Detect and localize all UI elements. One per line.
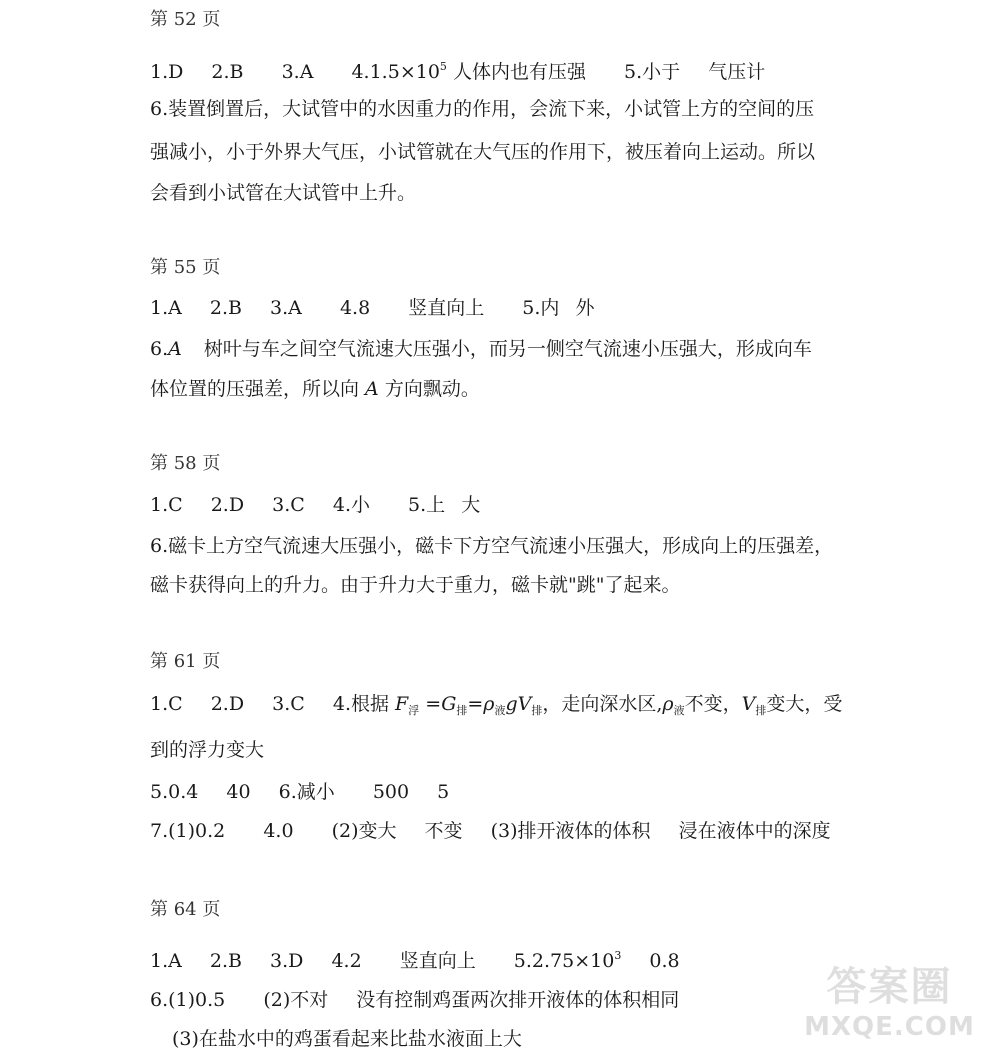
answer: 4.8 bbox=[339, 297, 371, 319]
answer: 4.根据 bbox=[332, 693, 396, 715]
explanation-line: 6.装置倒置后，大试管中的水因重力的作用，会流下来，小试管上方的空间的压 bbox=[150, 98, 815, 120]
explanation-text: 方向飘动。 bbox=[378, 378, 480, 400]
answer: 5.上 bbox=[408, 494, 446, 516]
answer: 不变 bbox=[424, 820, 463, 842]
explanation-text: 体位置的压强差，所以向 bbox=[150, 378, 366, 400]
section-heading-64: 第 64 页 bbox=[150, 899, 221, 920]
subscript: 排 bbox=[755, 704, 767, 717]
answer: 大 bbox=[461, 494, 481, 516]
answer: 5.2.75×10 bbox=[513, 950, 615, 972]
answer: 5.小于 bbox=[624, 61, 681, 83]
answer: 1.C bbox=[150, 693, 183, 715]
answer: 3.C bbox=[272, 693, 305, 715]
answer: 人体内也有压强 bbox=[446, 61, 586, 83]
answer-line-61-2 bbox=[150, 780, 449, 804]
answer: 1.A bbox=[150, 297, 182, 319]
answer: 5.0.4 bbox=[150, 781, 199, 803]
answer-line-52-1 bbox=[150, 55, 765, 84]
equals: = bbox=[467, 693, 484, 715]
explanation-line: 6.磁卡上方空气流速大压强小，磁卡下方空气流速小压强大，形成向上的压强差， bbox=[150, 535, 834, 557]
variable: A bbox=[168, 338, 182, 360]
variable: F bbox=[395, 693, 409, 715]
subscript: 排 bbox=[531, 704, 543, 717]
watermark-logo bbox=[797, 963, 982, 1043]
answer: 40 bbox=[226, 781, 251, 803]
section-heading-55: 第 55 页 bbox=[150, 257, 221, 278]
answer: 竖直向上 bbox=[399, 950, 476, 972]
exponent: 5 bbox=[439, 60, 447, 73]
answer: 3.A bbox=[270, 297, 302, 319]
answer: 6.减小 bbox=[278, 781, 335, 803]
answer-line-64-1 bbox=[150, 944, 680, 973]
answer-line-61-3 bbox=[150, 819, 831, 843]
answer: 0.8 bbox=[649, 950, 680, 972]
section-heading-52: 第 52 页 bbox=[150, 9, 221, 30]
answer: 5.内 bbox=[522, 297, 560, 319]
answer-line-58-1 bbox=[150, 493, 480, 517]
answer: 1.A bbox=[150, 950, 182, 972]
answer: 2.B bbox=[209, 950, 242, 972]
explanation-line: 磁卡获得向上的升力。由于升力大于重力，磁卡就"跳"了起来。 bbox=[150, 574, 681, 596]
answer: 4.小 bbox=[332, 494, 370, 516]
explanation-line bbox=[150, 377, 480, 401]
answer: (2)变大 bbox=[331, 820, 397, 842]
explanation-line: 到的浮力变大 bbox=[150, 739, 265, 761]
question-number: 6. bbox=[150, 338, 169, 360]
answer-line-64-3: (3)在盐水中的鸡蛋看起来比盐水液面上大 bbox=[172, 1028, 522, 1050]
explanation-line: 强减小，小于外界大气压，小试管就在大气压的作用下，被压着向上运动。所以 bbox=[150, 141, 816, 163]
subscript: 液 bbox=[494, 704, 506, 717]
exponent: 3 bbox=[614, 949, 622, 962]
explanation-line bbox=[150, 337, 812, 361]
variable: ρ bbox=[483, 693, 495, 715]
explanation-text: 变大，受 bbox=[766, 693, 843, 715]
explanation-text: ，走向深水区, bbox=[542, 693, 663, 715]
subscript: 液 bbox=[673, 704, 685, 717]
answer: 7.(1)0.2 bbox=[150, 820, 226, 842]
answer: 气压计 bbox=[708, 61, 766, 83]
answer: (2)不对 bbox=[263, 989, 329, 1011]
answer: 3.C bbox=[272, 494, 305, 516]
explanation-text: 不变， bbox=[684, 693, 742, 715]
answer-line-61-1 bbox=[150, 692, 842, 723]
answer: 6.(1)0.5 bbox=[150, 989, 226, 1011]
section-heading-61: 第 61 页 bbox=[150, 651, 221, 672]
answer: 外 bbox=[575, 297, 595, 319]
variable: ρ bbox=[662, 693, 674, 715]
watermark-domain: MXQE.COM bbox=[804, 1012, 975, 1042]
watermark-text: 答案圈 bbox=[826, 964, 953, 1010]
subscript: 排 bbox=[456, 704, 468, 717]
subscript: 浮 bbox=[408, 704, 420, 717]
variable: gV bbox=[505, 693, 532, 715]
answer: 竖直向上 bbox=[408, 297, 485, 319]
explanation-text: 树叶与车之间空气流速大压强小，而另一侧空气流速小压强大，形成向车 bbox=[203, 338, 812, 360]
section-heading-58: 第 58 页 bbox=[150, 453, 221, 474]
answer: 1.C bbox=[150, 494, 183, 516]
answer: 2.D bbox=[210, 494, 245, 516]
equals: = bbox=[419, 693, 442, 715]
answer-line-55-1 bbox=[150, 296, 594, 320]
answer: 3.A bbox=[281, 61, 314, 83]
answer: 5 bbox=[437, 781, 450, 803]
explanation-line: 会看到小试管在大试管中上升。 bbox=[150, 182, 417, 204]
answer: 3.D bbox=[270, 950, 304, 972]
variable: A bbox=[365, 378, 379, 400]
variable: V bbox=[741, 693, 756, 715]
answer-line-64-2 bbox=[150, 988, 679, 1012]
answer: 4.0 bbox=[263, 820, 294, 842]
answer: (3)排开液体的体积 bbox=[490, 820, 651, 842]
answer: 4.2 bbox=[331, 950, 362, 972]
answer: 2.B bbox=[211, 61, 244, 83]
answer: 500 bbox=[372, 781, 410, 803]
answer: 1.D bbox=[150, 61, 184, 83]
answer: 2.B bbox=[209, 297, 242, 319]
answer: 没有控制鸡蛋两次排开液体的体积相同 bbox=[356, 989, 680, 1011]
answer: 4.1.5×10 bbox=[351, 61, 440, 83]
answer: 2.D bbox=[210, 693, 245, 715]
variable: G bbox=[441, 693, 457, 715]
answer: 浸在液体中的深度 bbox=[678, 820, 831, 842]
